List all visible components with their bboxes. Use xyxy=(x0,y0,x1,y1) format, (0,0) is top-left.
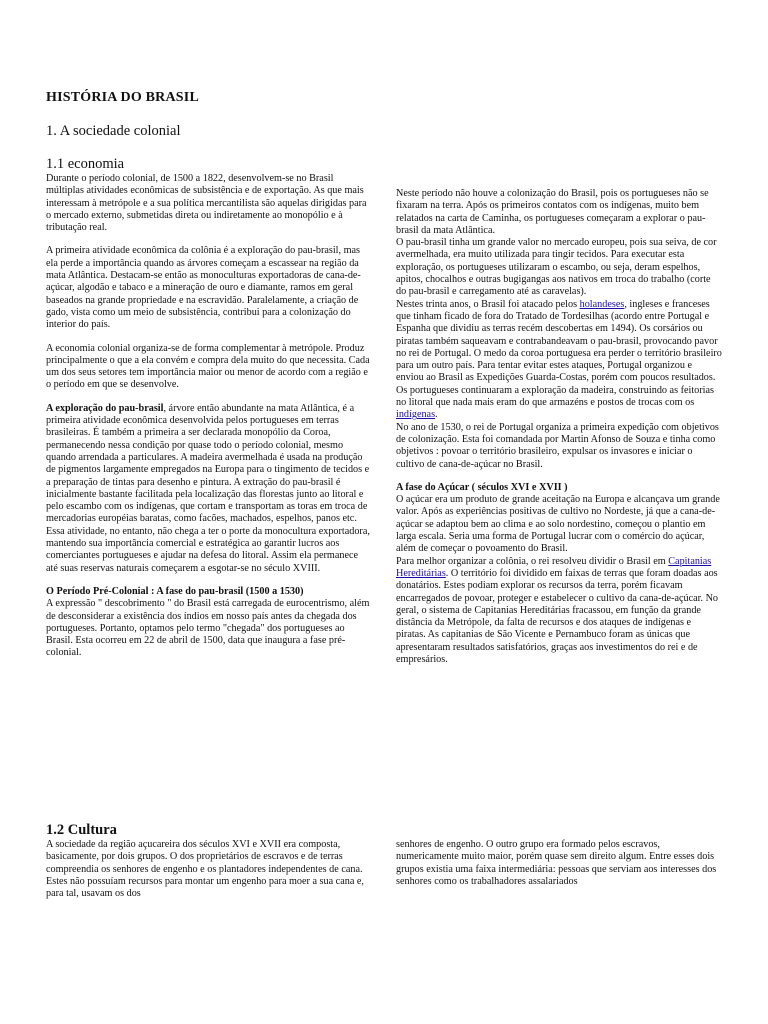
paragraph-text: , árvore então abundante na mata Atlântica, é a primeira atividade econômica desenvolvida pelos portugueses em terras brasileiras. É também a primeira a ser declarada monopólio da Coroa, permanecendo nessa condição por quase todo o período colonial, mesmo quando arrendada a particulares. A madeira avermelhada é usada na produção de pigmentos largamente empregados na Europa para o tingimento de tecidos e a preparação de tintas para desenho e pintura. A extração do pau-brasil é inicialmente bastante facilitada pela localização das florestas junto ao litoral e pelo escambo com os indígenas, que cortam e transportam as toras em troca de mercadorias européias baratas, como facões, machados, espelhos, panos etc. Essa atividade, no entanto, não chega a ter o porte da monocultura exportadora, mantendo sua importância comercial e estratégica ao garantir lucros aos comerciantes portugueses e ajudar na defesa do litoral. Assim ela permanece até suas reservas naturais começarem a esgotar-se no século XVIII. xyxy=(46,402,370,574)
culture-left-column xyxy=(46,839,372,900)
section-heading-cultura: 1.2 Cultura xyxy=(46,822,117,838)
right-column xyxy=(396,188,722,666)
document-title: HISTÓRIA DO BRASIL xyxy=(46,90,199,105)
link-indigenas[interactable]: indígenas xyxy=(396,409,436,421)
paragraph xyxy=(396,556,722,667)
paragraph: Neste período não houve a colonização do Brasil, pois os portugueses não se fixaram na terra. Após os primeiros contatos com os indígenas, muito bem relatados na carta de Caminha, os portugueses começaram a explorar o pau-brasil da mata Atlântica. xyxy=(396,188,709,236)
paragraph-text: . O território foi dividido em faixas de terras que foram doadas aos donatários. Estes podiam explorar os recursos da terra, porém ficavam encarregados de povoar, proteger e estabelecer o cultivo da cana-de-açúcar. No geral, o sistema de Capitanias Hereditárias fracassou, em função da grande distância da Metrópole, da falta de recursos e dos ataques de indígenas e piratas. As capitanias de São Vicente e Pernambuco foram as únicas que apresentaram resultados satisfatórios, graças aos investimentos do rei e de empresários. xyxy=(396,567,719,665)
paragraph: A expressão " descobrimento " do Brasil está carregada de eurocentrismo, além de desconsiderar a existência dos índios em nosso país antes da chegada dos portugueses. Portanto, optamos pelo termo "chegada" dos portugueses ao Brasil. Esta ocorreu em 22 de abril de 1500, data que inaugura a fase pré-colonial. xyxy=(46,598,370,659)
heading-periodo-pre-colonial: O Período Pré-Colonial : A fase do pau-brasil (1500 a 1530) xyxy=(46,585,304,597)
paragraph: senhores de engenho. O outro grupo era formado pelos escravos, numericamente muito maior, porém quase sem direito algum. Entre esses dois grupos existia uma faixa intermediária: pessoas que serviam aos interesses dos senhores como os trabalhadores assalariados xyxy=(396,839,717,887)
link-capitanias-hereditarias[interactable]: Capitanias Hereditárias xyxy=(396,555,712,579)
heading-fase-do-acucar: A fase do Açúcar ( séculos XVI e XVII ) xyxy=(396,481,568,493)
paragraph-text: , ingleses e franceses que tinham ficado de fora do Tratado de Tordesilhas (acordo entre Portugal e Espanha que dividiu as terras recém descobertas em 1494). Os corsários ou piratas também saqueavam e contrabandeavam o pau-brasil, provocando pavor no rei de Portugal. O medo da coroa portuguesa era perder o território brasileiro para um outro país. Para tentar evitar estes ataques, Portugal organizou e enviou ao Brasil as Expedições Guarda-Costas, porém com poucos resultados. xyxy=(396,298,722,384)
paragraph: Durante o período colonial, de 1500 a 1822, desenvolvem-se no Brasil múltiplas atividades econômicas de subsistência e de exportação. As que mais interessam à metrópole e a sua política mercantilista são aquelas dirigidas para o mercado externo, submetidas direta ou indiretamente ao monopólio e à tributação real. xyxy=(46,173,367,234)
subsection-heading-economia: 1.1 economia xyxy=(46,156,125,172)
paragraph: O pau-brasil tinha um grande valor no mercado europeu, pois sua seiva, de cor avermelhada, era muito utilizada para tingir tecidos. Para executar esta exploração, os portugueses utilizaram o escambo, ou seja, deram espelhos, apitos, chocalhos e outras bugigangas aos nativos em troca do trabalho (corte do pau-brasil e carregamento até as caravelas). xyxy=(396,237,717,298)
paragraph-text: Os portugueses continuaram a exploração da madeira, construindo as feitorias no litoral que nada mais eram do que armazéns e postos de trocas com os xyxy=(396,384,714,409)
paragraph: O açúcar era um produto de grande aceitação na Europa e alcançava um grande valor. Após as experiências positivas de cultivo no Nordeste, já que a cana-de-açúcar se adaptou bem ao clima e ao solo nordestino, começou o plantio em larga escala. Seria uma forma de Portugal lucrar com o comércio do açúcar, além de começar o povoamento do Brasil. xyxy=(396,494,720,555)
paragraph-text: Para melhor organizar a colônia, o rei resolveu dividir o Brasil em xyxy=(396,555,669,567)
paragraph-text: . xyxy=(435,409,438,421)
section-heading-sociedade-colonial: 1. A sociedade colonial xyxy=(46,123,181,139)
paragraph-text: Nestes trinta anos, o Brasil foi atacado pelos xyxy=(396,298,580,310)
paragraph xyxy=(396,385,722,422)
bold-lead: A exploração do pau-brasil xyxy=(46,402,164,414)
culture-right-column xyxy=(396,839,722,888)
paragraph xyxy=(396,299,722,385)
paragraph: A primeira atividade econômica da colônia é a exploração do pau-brasil, mas ela perde a importância quando as árvores começam a escassear na região da mata Atlântica. Destacam-se então as monoculturas exportadoras de cana-de-açúcar, algodão e tabaco e a mineração de ouro e diamante, ramos em geral baseados na grande propriedade e na escravidão. Paralelamente, a criação de gado, vista como um meio de subsistência, contribui para a colonização do interior do país. xyxy=(46,245,361,331)
paragraph: No ano de 1530, o rei de Portugal organiza a primeira expedição com objetivos de colonização. Esta foi comandada por Martin Afonso de Souza e tinha como objetivos : povoar o território brasileiro, expulsar os invasores e iniciar o cultivo de cana-de-açúcar no Brasil. xyxy=(396,421,719,470)
paragraph: A economia colonial organiza-se de forma complementar à metrópole. Produz principalmente o que a ela convém e compra dela muito do que necessita. Cada um dos seus setores tem importância maior ou menor de acordo com a região e o período em que se desenvolve. xyxy=(46,342,370,391)
left-column xyxy=(46,173,372,671)
paragraph xyxy=(46,403,372,575)
paragraph: A sociedade da região açucareira dos séculos XVI e XVII era composta, basicamente, por dois grupos. O dos proprietários de escravos e de terras compreendia os senhores de engenho e os plantadores independentes de cana. Estes não possuíam recursos para montar um engenho para moer a sua cana e, para tal, usavam os dos xyxy=(46,839,364,900)
link-holandeses[interactable]: holandeses xyxy=(579,298,625,310)
